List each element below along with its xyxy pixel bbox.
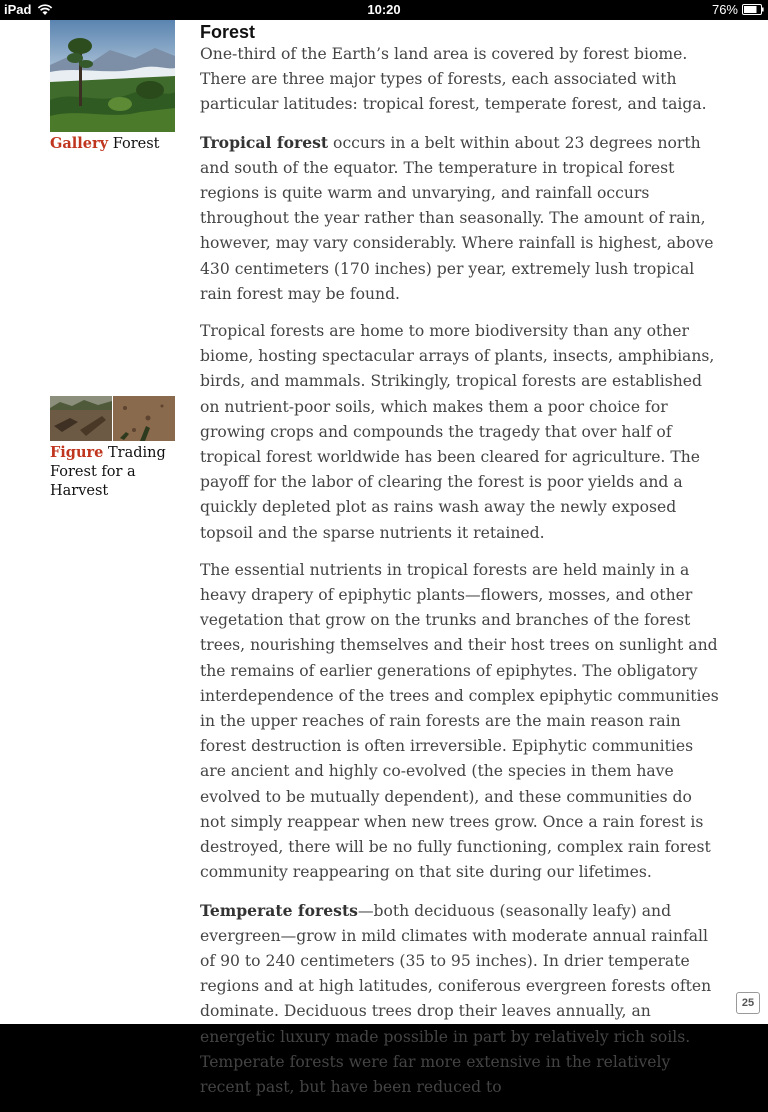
tropical-forest-term: Tropical forest bbox=[200, 132, 329, 152]
status-bar bbox=[0, 0, 768, 20]
intro-paragraph: One-third of the Earth’s land area is covered by forest biome. There are three major types of forests, each associated with particular latitudes: tropical forest, temperate forest, and taiga. bbox=[200, 45, 707, 114]
forest-gallery-thumbnail[interactable] bbox=[50, 20, 175, 132]
tropical-forest-paragraph bbox=[200, 130, 720, 307]
battery-icon bbox=[742, 4, 764, 15]
biodiversity-paragraph: Tropical forests are home to more biodiversity than any other biome, hosting spectacular arrays of plants, insects, amphibians, birds, and mammals. Strikingly, tropical forests are established on nutrient-poor soils, which makes them a poor choice for growing crops and compounds the tragedy that over half of tropical forest worldwide has been cleared for agriculture. The payoff for the labor of clearing the forest is poor yields and a quickly depleted plot as rains wash away the newly exposed topsoil and the sparse nutrients it retained. bbox=[200, 322, 715, 542]
figure-label: Figure bbox=[50, 444, 104, 461]
temperate-forest-paragraph bbox=[200, 898, 720, 1101]
gallery-title: Forest bbox=[112, 136, 160, 152]
figure-title: Trading Forest for a Harvest bbox=[50, 445, 166, 499]
device-name: iPad bbox=[4, 2, 32, 17]
article-body bbox=[200, 22, 720, 1112]
gallery-widget[interactable] bbox=[50, 20, 178, 154]
temperate-forest-term: Temperate forests bbox=[200, 900, 358, 920]
figure-widget[interactable] bbox=[50, 396, 178, 501]
status-time: 10:20 bbox=[367, 2, 401, 17]
gallery-caption bbox=[50, 134, 178, 154]
trading-forest-figure-thumbnail[interactable] bbox=[50, 396, 175, 441]
temperate-forest-text: —both deciduous (seasonally leafy) and evergreen—grow in mild climates with moderate annual rainfall of 90 to 240 centimeters (35 to 95 inches). In drier temperate regions and at high latitudes, coniferous evergreen forests often dominate. Deciduous trees drop their leaves annually, an energetic luxury made possible in part by relatively rich soils. Temperate forests were far more extensive in the relatively recent past, but have been reduced to bbox=[200, 901, 712, 1096]
gallery-label: Gallery bbox=[50, 135, 109, 152]
tropical-forest-text: occurs in a belt within about 23 degrees north and south of the equator. The temperature in tropical forest regions is quite warm and unvarying, and rainfall occurs throughout the year rather than seasonally. The amount of rain, however, may vary considerably. Where rainfall is highest, above 430 centimeters (170 inches) per year, extremely lush tropical rain forest may be found. bbox=[200, 133, 714, 303]
section-heading: Forest bbox=[200, 22, 256, 42]
battery-percent: 76% bbox=[711, 2, 738, 17]
epiphyte-paragraph: The essential nutrients in tropical forests are held mainly in a heavy drapery of epiphytic plants—flowers, mosses, and other vegetation that grow on the trunks and branches of the forest trees, nourishing themselves and their host trees on sunlight and the remains of earlier generations of epiphytes. The obligatory interdependence of the trees and complex epiphytic communities in the upper reaches of rain forests are the main reason rain forest destruction is often irreversible. Epiphytic communities are ancient and highly co-evolved (the species in them have evolved to be mutually dependent), and these communities do not simply reappear when new trees grow. Once a rain forest is destroyed, there will be no fully functioning, complex rain forest community reappearing on that site during our lifetimes. bbox=[200, 560, 719, 882]
figure-caption bbox=[50, 443, 178, 501]
status-right bbox=[712, 2, 764, 17]
page-number-badge: 25 bbox=[736, 992, 760, 1014]
book-page bbox=[0, 20, 768, 1096]
